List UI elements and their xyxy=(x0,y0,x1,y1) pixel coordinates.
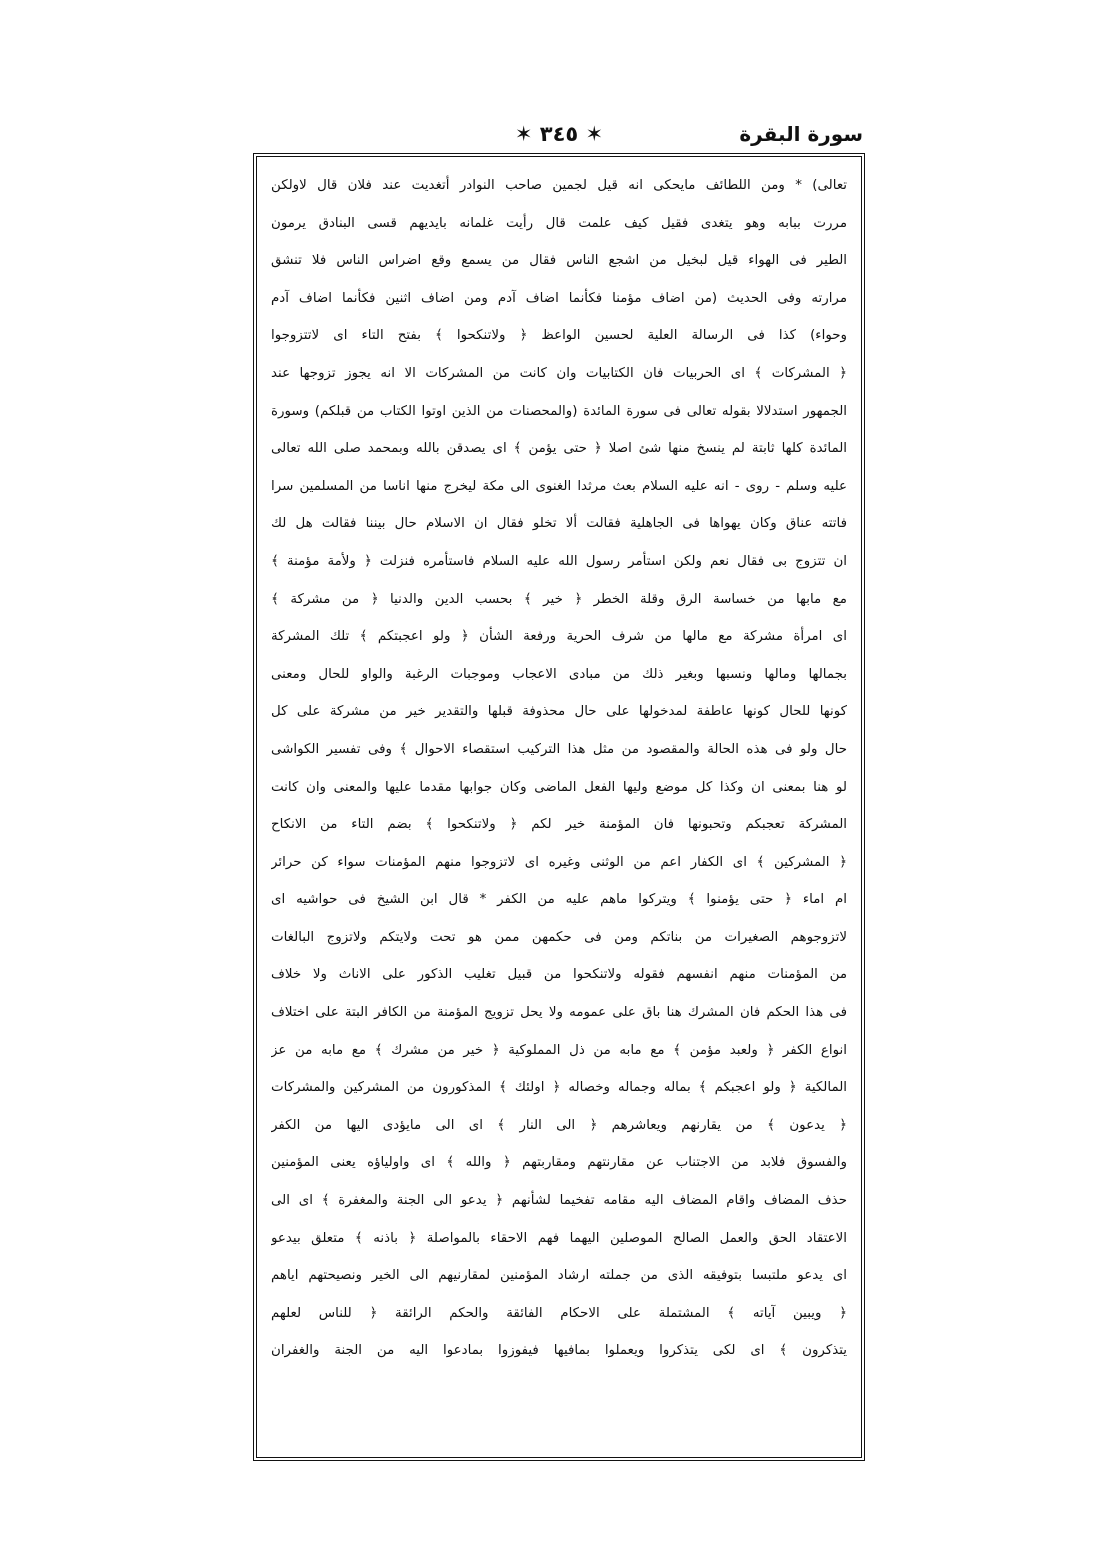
text-line: حذف المضاف واقام المضاف اليه مقامه تفخيما لشأنهم ﴿ يدعو الى الجنة والمغفرة ﴾ اى الى xyxy=(271,1193,847,1209)
text-body xyxy=(271,167,847,1449)
text-line: الجمهور استدلالا بقوله تعالى فى سورة المائدة (والمحصنات من الذين اوتوا الكتاب من قبلكم) وسورة xyxy=(271,403,847,419)
text-line: عليه وسلم - روى - انه عليه السلام بعث مرثدا الغنوى الى مكة ليخرج منها اناسا من المسلمين سرا xyxy=(271,478,847,494)
text-line: ﴿ ويبين آياته ﴾ المشتملة على الاحكام الفائقة والحكم الرائقة ﴿ للناس لعلهم xyxy=(271,1305,847,1321)
text-line: انواع الكفر ﴿ ولعبد مؤمن ﴾ مع مابه من ذل المملوكية ﴿ خير من مشرك ﴾ مع مابه من عز xyxy=(271,1042,847,1058)
text-line: ﴿ المشركين ﴾ اى الكفار اعم من الوثنى وغيره اى لاتزوجوا منهم المؤمنات سواء كن حرائر xyxy=(271,854,847,870)
text-line: مرارته وفى الحديث (من اضاف مؤمنا فكأنما اضاف آدم ومن اضاف اثنين فكأنما اضاف آدم xyxy=(271,290,847,306)
text-line: حال ولو فى هذه الحالة والمقصود من مثل هذا التركيب استقصاء الاحوال ﴾ وفى تفسير الكواشى xyxy=(271,741,847,757)
text-line: ﴿ يدعون ﴾ من يقارنهم ويعاشرهم ﴿ الى النار ﴾ اى الى مايؤدى اليها من الكفر xyxy=(271,1117,847,1133)
text-line: المالكية ﴿ ولو اعجبكم ﴾ بماله وجماله وخصاله ﴿ اولئك ﴾ المذكورون من المشركين والمشركات xyxy=(271,1080,847,1096)
text-line: والفسوق فلابد من الاجتناب عن مقارنتهم ومقاربتهم ﴿ والله ﴾ اى واولياؤه يعنى المؤمنين xyxy=(271,1155,847,1171)
text-lines xyxy=(271,167,847,1370)
text-line: وحواء) كذا فى الرسالة العلية لحسين الواعظ ﴿ ولاتنكحوا ﴾ بفتح التاء اى لاتتزوجوا xyxy=(271,328,847,344)
text-line: الطير فى الهواء قيل لبخيل من اشجع الناس فقال من يسمع وقع اضراس الناس فلا تنشق xyxy=(271,253,847,269)
text-line: من المؤمنات منهم انفسهم فقوله ولاتنكحوا من قبيل تغليب الذكور على الاناث ولا خلاف xyxy=(271,967,847,983)
text-line: مع مابها من خساسة الرق وقلة الخطر ﴿ خير ﴾ بحسب الدين والدنيا ﴿ من مشركة ﴾ xyxy=(271,591,847,607)
text-line: ﴿ المشركات ﴾ اى الحربيات فان الكتابيات وان كانت من المشركات الا انه يجوز تزوجها عند xyxy=(271,365,847,381)
text-line: تعالى) * ومن اللطائف مايحكى انه قيل لجمين صاحب النوادر أتغديت عند فلان قال لاولكن xyxy=(271,178,847,193)
text-line: لاتزوجوهم الصغيرات من بناتكم ومن فى حكمهن ممن هو تحت ولايتكم ولاتزوج البالغات xyxy=(271,929,847,945)
text-line: المشركة تعجبكم وتحبونها فان المؤمنة خير لكم ﴿ ولاتنكحوا ﴾ بضم التاء من الانكاح xyxy=(271,817,847,833)
text-line: اى يدعو ملتبسا بتوفيقه الذى من جملته ارشاد المؤمنين لمقارنيهم الى الخير ونصيحتهم اياهم xyxy=(271,1268,847,1284)
text-line: يتذكرون ﴾ اى لكى يتذكروا ويعملوا بمافيها فيفوزوا بمادعوا اليه من الجنة والغفران xyxy=(271,1343,847,1359)
text-line: فى هذا الحكم فان المشرك هنا باق على عمومه ولا يحل تزويج المؤمنة من الكافر البتة على اختلاف xyxy=(271,1005,847,1021)
text-frame xyxy=(253,153,865,1461)
text-line: كونها للحال كونها عاطفة لمدخولها على حال محذوفة قبلها والتقدير خير من مشركة على كل xyxy=(271,704,847,720)
text-line: مررت ببابه وهو يتغدى فقيل كيف علمت قال رأيت غلمانه بايديهم قسى البنادق يرمون xyxy=(271,215,847,231)
text-line: اى امرأة مشركة مع مالها من شرف الحرية ورفعة الشأن ﴿ ولو اعجبتكم ﴾ تلك المشركة xyxy=(271,629,847,645)
text-line: ان تتزوج بى فقال نعم ولكن استأمر رسول الله عليه السلام فاستأمره فنزلت ﴿ ولأمة مؤمنة ﴾ xyxy=(271,553,847,569)
text-line: لو هنا بمعنى ان وكذا كل موضع وليها الفعل الماضى وكان جوابها مقدما عليها والمعنى وان كانت xyxy=(271,779,847,795)
text-line: فاتته عناق وكان يهواها فى الجاهلية فقالت ألا تخلو فقال ان الاسلام حال بيننا فقالت هل لك xyxy=(271,516,847,532)
text-line: الاعتقاد الحق والعمل الصالح الموصلين اليهما فهم الاحقاء بالمواصلة ﴿ باذنه ﴾ متعلق بيدعو xyxy=(271,1230,847,1246)
page-number: ✶ ٣٤٥ ✶ xyxy=(514,122,604,146)
text-line: ام اماء ﴿ حتى يؤمنوا ﴾ ويتركوا ماهم عليه من الكفر * قال ابن الشيخ فى حواشيه اى xyxy=(271,892,847,908)
running-title: سورة البقرة xyxy=(739,122,863,146)
text-line: بجمالها ومالها ونسبها وبغير ذلك من مبادى الاعجاب وموجبات الرغبة والواو للحال ومعنى xyxy=(271,666,847,682)
page-header xyxy=(255,122,863,152)
text-line: المائدة كلها ثابتة لم ينسخ منها شئ اصلا ﴿ حتى يؤمن ﴾ اى يصدقن بالله وبمحمد صلى الله تعالى xyxy=(271,441,847,457)
